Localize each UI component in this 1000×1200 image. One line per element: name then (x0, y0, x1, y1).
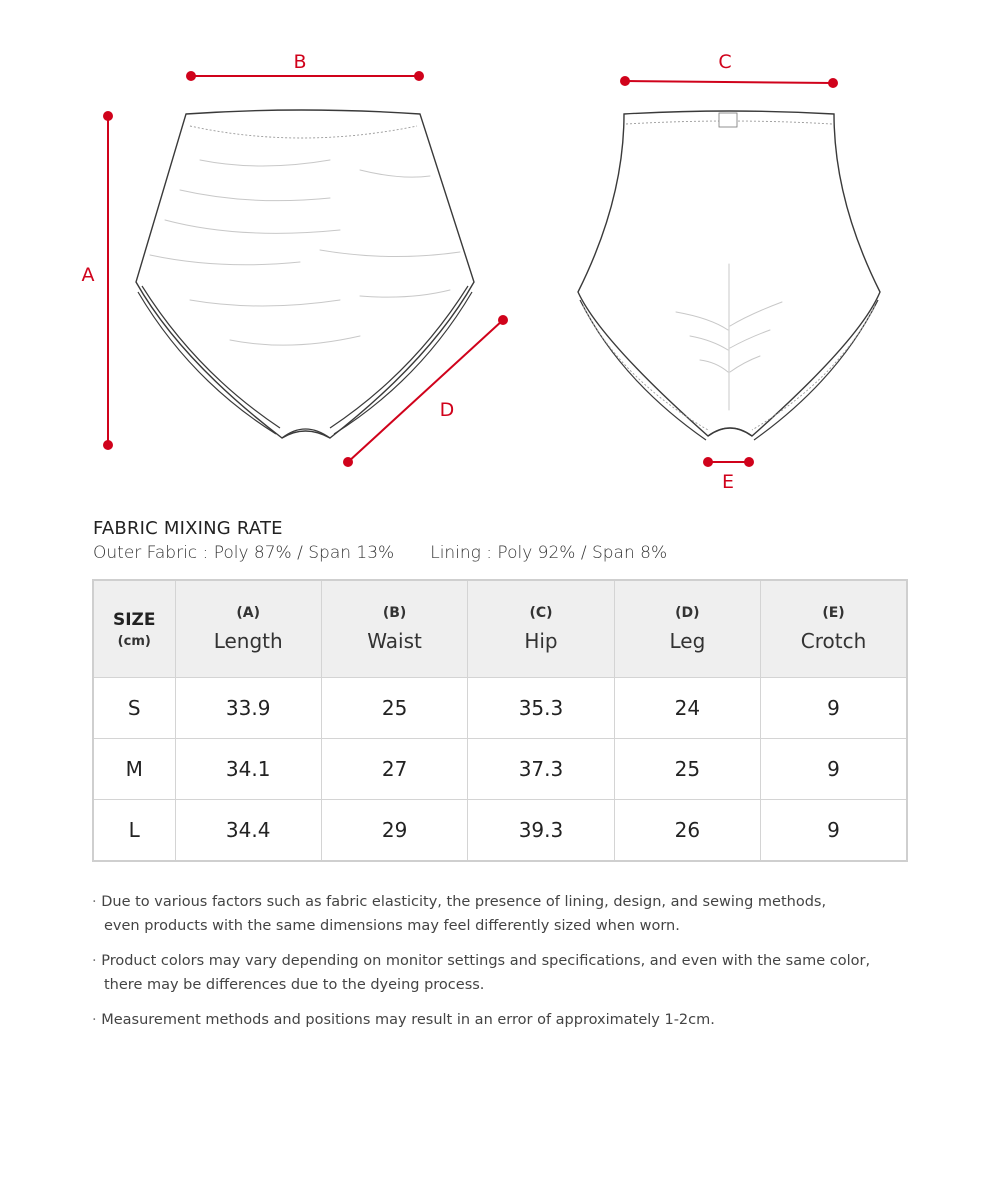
column-letter: (D) (675, 605, 700, 621)
hip-cell: 35.3 (468, 678, 614, 739)
size-chart-table (92, 579, 908, 862)
dimension-label-b: B (293, 51, 307, 73)
leg-cell: 25 (614, 739, 760, 800)
front-view-garment (136, 110, 474, 438)
length-cell: 34.4 (175, 800, 321, 862)
dimension-e (703, 457, 754, 493)
column-name: Hip (524, 629, 558, 653)
dimension-label-c: C (718, 51, 732, 73)
table-row (93, 678, 907, 739)
waist-cell: 29 (321, 800, 467, 862)
waist-cell: 25 (321, 678, 467, 739)
hip-cell: 37.3 (468, 739, 614, 800)
leg-cell: 24 (614, 678, 760, 739)
column-header-hip (468, 580, 614, 678)
table-row (93, 739, 907, 800)
column-letter: (A) (236, 605, 261, 621)
length-cell: 34.1 (175, 739, 321, 800)
dimension-a (82, 111, 114, 450)
size-cell: M (93, 739, 175, 800)
note-text: · Measurement methods and positions may result in an error of approximately 1-2cm. (92, 1008, 912, 1032)
dimension-label-d: D (439, 399, 455, 421)
column-header-waist (321, 580, 467, 678)
size-header-label: SIZE (112, 609, 156, 630)
crotch-cell: 9 (761, 678, 907, 739)
note-text: · Due to various factors such as fabric elasticity, the presence of lining, design, and sewing methods, (92, 890, 912, 914)
lining-fabric-text: Lining : Poly 92% / Span 8% (430, 543, 668, 563)
crotch-cell: 9 (761, 800, 907, 862)
dimension-label-a: A (81, 264, 95, 286)
column-header-leg (614, 580, 760, 678)
note-text: even products with the same dimensions may feel differently sized when worn. (104, 918, 680, 934)
note-item (92, 890, 912, 938)
unit-label: (cm) (117, 633, 151, 649)
column-name: Leg (669, 629, 706, 653)
note-text: there may be differences due to the dyeing process. (104, 977, 485, 993)
fabric-composition (93, 543, 667, 563)
dimension-b (186, 51, 424, 81)
size-cell: L (93, 800, 175, 862)
size-header-cell (93, 580, 175, 678)
notes-list (92, 890, 912, 1043)
waist-cell: 27 (321, 739, 467, 800)
hip-cell: 39.3 (468, 800, 614, 862)
column-header-length (175, 580, 321, 678)
note-item (92, 949, 912, 997)
column-letter: (E) (822, 605, 845, 621)
table-row (93, 800, 907, 862)
column-letter: (C) (529, 605, 553, 621)
column-name: Length (213, 629, 283, 653)
column-name: Waist (367, 629, 422, 653)
back-view-garment (578, 111, 880, 440)
measurement-diagram (0, 0, 1000, 510)
note-item (92, 1008, 912, 1032)
dimension-c (620, 51, 838, 88)
column-letter: (B) (382, 605, 407, 621)
dimension-label-e: E (721, 471, 735, 493)
column-header-crotch (761, 580, 907, 678)
outer-fabric-text: Outer Fabric : Poly 87% / Span 13% (93, 543, 395, 563)
fabric-title: FABRIC MIXING RATE (93, 518, 283, 539)
table-header-row (93, 580, 907, 678)
leg-cell: 26 (614, 800, 760, 862)
size-tag-icon (719, 113, 737, 127)
length-cell: 33.9 (175, 678, 321, 739)
note-text: · Product colors may vary depending on monitor settings and specifications, and even with the same color, (92, 949, 912, 973)
crotch-cell: 9 (761, 739, 907, 800)
column-name: Crotch (800, 629, 867, 653)
size-cell: S (93, 678, 175, 739)
